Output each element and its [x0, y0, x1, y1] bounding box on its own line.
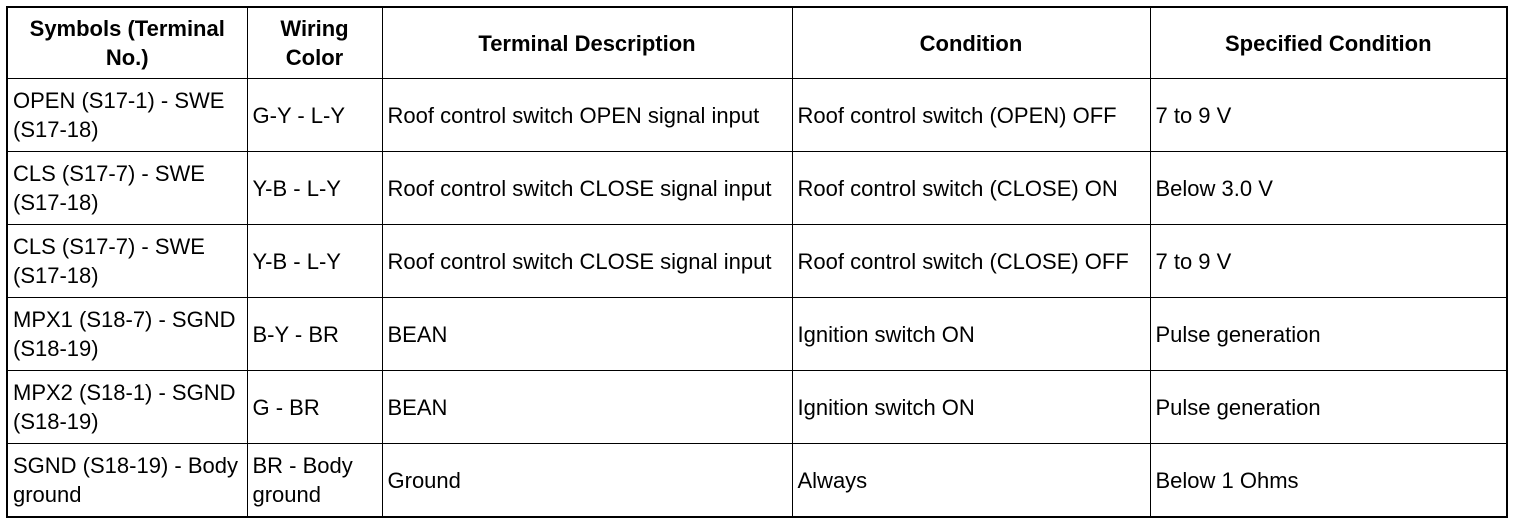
- cell-condition: Roof control switch (OPEN) OFF: [792, 79, 1150, 152]
- cell-wiring-color: Y-B - L-Y: [247, 225, 382, 298]
- cell-symbols: CLS (S17-7) - SWE (S17-18): [7, 152, 247, 225]
- header-terminal-description: Terminal Description: [382, 7, 792, 79]
- table-row: [7, 298, 1507, 371]
- cell-condition: Roof control switch (CLOSE) ON: [792, 152, 1150, 225]
- header-specified-condition: Specified Condition: [1150, 7, 1507, 79]
- cell-wiring-color: G - BR: [247, 371, 382, 444]
- cell-condition: Ignition switch ON: [792, 298, 1150, 371]
- cell-symbols: MPX1 (S18-7) - SGND (S18-19): [7, 298, 247, 371]
- cell-condition: Roof control switch (CLOSE) OFF: [792, 225, 1150, 298]
- cell-condition: Ignition switch ON: [792, 371, 1150, 444]
- cell-wiring-color: G-Y - L-Y: [247, 79, 382, 152]
- cell-terminal-description: Roof control switch OPEN signal input: [382, 79, 792, 152]
- cell-specified-condition: Pulse generation: [1150, 371, 1507, 444]
- header-wiring-color: Wiring Color: [247, 7, 382, 79]
- cell-wiring-color: BR - Body ground: [247, 444, 382, 518]
- cell-terminal-description: Roof control switch CLOSE signal input: [382, 152, 792, 225]
- table-row: [7, 371, 1507, 444]
- table-header-row: [7, 7, 1507, 79]
- cell-terminal-description: BEAN: [382, 371, 792, 444]
- table-row: [7, 444, 1507, 518]
- cell-specified-condition: Below 3.0 V: [1150, 152, 1507, 225]
- cell-specified-condition: Below 1 Ohms: [1150, 444, 1507, 518]
- cell-specified-condition: 7 to 9 V: [1150, 225, 1507, 298]
- table-row: [7, 152, 1507, 225]
- table-row: [7, 225, 1507, 298]
- cell-terminal-description: Ground: [382, 444, 792, 518]
- cell-symbols: OPEN (S17-1) - SWE (S17-18): [7, 79, 247, 152]
- cell-symbols: MPX2 (S18-1) - SGND (S18-19): [7, 371, 247, 444]
- cell-symbols: CLS (S17-7) - SWE (S17-18): [7, 225, 247, 298]
- terminal-spec-table: [6, 6, 1508, 518]
- cell-terminal-description: BEAN: [382, 298, 792, 371]
- cell-specified-condition: Pulse generation: [1150, 298, 1507, 371]
- table-row: [7, 79, 1507, 152]
- cell-symbols: SGND (S18-19) - Body ground: [7, 444, 247, 518]
- header-symbols: Symbols (Terminal No.): [7, 7, 247, 79]
- cell-wiring-color: Y-B - L-Y: [247, 152, 382, 225]
- cell-specified-condition: 7 to 9 V: [1150, 79, 1507, 152]
- cell-wiring-color: B-Y - BR: [247, 298, 382, 371]
- header-condition: Condition: [792, 7, 1150, 79]
- cell-terminal-description: Roof control switch CLOSE signal input: [382, 225, 792, 298]
- cell-condition: Always: [792, 444, 1150, 518]
